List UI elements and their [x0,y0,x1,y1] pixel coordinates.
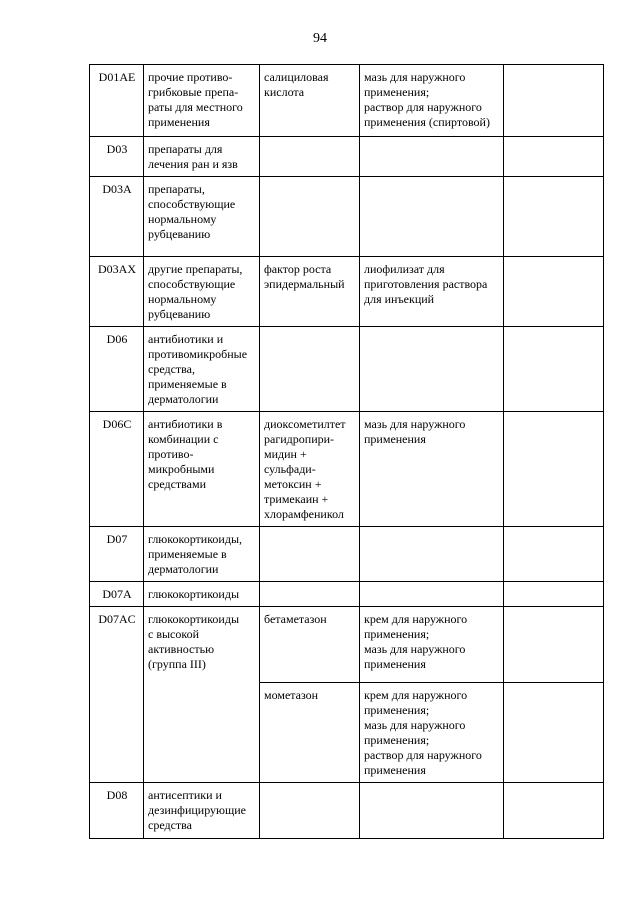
group-name-cell-line: (группа III) [148,657,206,671]
dosage-forms-cell [360,137,504,177]
table-row [90,582,604,607]
substance-name-cell-line: хлорамфеникол [264,507,344,521]
group-name-cell-line: дерматологии [148,392,219,406]
dosage-forms-cell [360,527,504,582]
group-name-cell-line: прочие противо- [148,70,233,84]
group-name-cell-line: с высокой [148,627,200,641]
empty-cell [504,177,604,257]
group-name-cell-line: дерматологии [148,562,219,576]
group-name-cell-line: глюкокортикоиды, [148,532,243,546]
dosage-forms-cell-line: применения; [364,627,430,641]
substance-name-cell-line: сульфади- [264,462,316,476]
substance-name-cell [260,412,360,527]
substance-name-cell-line: рагидропири- [264,432,335,446]
dosage-forms-cell-line: мазь для наружного [364,417,466,431]
dosage-forms-cell-line: раствор для наружного [364,100,482,114]
substance-name-cell-line: фактор роста [264,262,332,276]
atc-code-cell: D03A [90,177,144,257]
table-row [90,137,604,177]
substance-name-cell [260,65,360,137]
table-row [90,783,604,839]
group-name-cell [144,65,260,137]
group-name-cell-line: другие препараты, [148,262,243,276]
group-name-cell-line: применения [148,115,210,129]
group-name-cell-line: грибковые препа- [148,85,239,99]
empty-cell [504,582,604,607]
table-row [90,327,604,412]
group-name-cell-line: дезинфицирующие [148,803,246,817]
group-name-cell-line: нормальному [148,292,217,306]
dosage-forms-cell-line: применения; [364,733,430,747]
atc-code-cell: D01AE [90,65,144,137]
empty-cell [504,607,604,683]
substance-name-cell [260,683,360,783]
empty-cell [504,137,604,177]
group-name-cell-line: антисептики и [148,788,222,802]
table-row [90,177,604,257]
substance-name-cell-line: тримекаин + [264,492,329,506]
dosage-forms-cell-line: применения; [364,703,430,717]
table-row [90,65,604,137]
group-name-cell-line: препараты, [148,182,205,196]
drug-classification-table [89,64,604,839]
dosage-forms-cell [360,327,504,412]
group-name-cell [144,177,260,257]
group-name-cell-line: препараты для [148,142,223,156]
group-name-cell-line: нормальному [148,212,217,226]
group-name-cell-line: антибиотики в [148,417,223,431]
group-name-cell-line: рубцеванию [148,227,211,241]
substance-name-cell-line: бетаметазон [264,612,327,626]
group-name-cell [144,412,260,527]
empty-cell [504,683,604,783]
group-name-cell-line: лечения ран и язв [148,157,238,171]
group-name-cell-line: глюкокортикоиды [148,587,240,601]
atc-code-cell: D07 [90,527,144,582]
atc-code-cell: D07A [90,582,144,607]
group-name-cell-line: комбинации с [148,432,219,446]
dosage-forms-cell-line: раствор для наружного [364,748,482,762]
dosage-forms-cell-line: приготовления раствора [364,277,488,291]
group-name-cell-line: способствующие [148,277,236,291]
group-name-cell [144,327,260,412]
substance-name-cell-line: диоксометилтет [264,417,346,431]
dosage-forms-cell-line: крем для наружного [364,612,468,626]
dosage-forms-cell-line: мазь для наружного [364,718,466,732]
substance-name-cell [260,137,360,177]
group-name-cell-line: раты для местного [148,100,243,114]
substance-name-cell [260,582,360,607]
empty-cell [504,783,604,839]
substance-name-cell [260,327,360,412]
table-row [90,257,604,327]
group-name-cell [144,783,260,839]
dosage-forms-cell [360,607,504,683]
substance-name-cell [260,527,360,582]
group-name-cell [144,137,260,177]
dosage-forms-cell-line: мазь для наружного [364,70,466,84]
atc-code-cell: D06C [90,412,144,527]
group-name-cell-line: применяемые в [148,377,227,391]
substance-name-cell-line: эпидермальный [264,277,345,291]
dosage-forms-cell [360,683,504,783]
empty-cell [504,257,604,327]
dosage-forms-cell-line: применения (спиртовой) [364,115,490,129]
dosage-forms-cell-line: для инъекций [364,292,435,306]
group-name-cell-line: средства [148,818,193,832]
group-name-cell [144,582,260,607]
dosage-forms-cell [360,65,504,137]
group-name-cell-line: средства, [148,362,196,376]
group-name-cell-line: применяемые в [148,547,227,561]
table-row [90,607,604,683]
substance-name-cell-line: салициловая [264,70,329,84]
group-name-cell-line: рубцеванию [148,307,211,321]
substance-name-cell-line: метоксин + [264,477,322,491]
substance-name-cell [260,607,360,683]
substance-name-cell-line: кислота [264,85,305,99]
dosage-forms-cell [360,582,504,607]
group-name-cell-line: глюкокортикоиды [148,612,240,626]
group-name-cell-line: средствами [148,477,207,491]
substance-name-cell [260,257,360,327]
atc-code-cell: D03 [90,137,144,177]
group-name-cell-line: противомикробные [148,347,248,361]
group-name-cell-line: антибиотики и [148,332,224,346]
group-name-cell [144,257,260,327]
dosage-forms-cell-line: мазь для наружного [364,642,466,656]
dosage-forms-cell-line: применения [364,763,426,777]
dosage-forms-cell-line: применения; [364,85,430,99]
atc-code-cell: D07AC [90,607,144,783]
group-name-cell-line: способствующие [148,197,236,211]
atc-code-cell: D06 [90,327,144,412]
group-name-cell [144,607,260,783]
page-number: 94 [313,31,327,46]
substance-name-cell-line: мометазон [264,688,319,702]
dosage-forms-cell-line: лиофилизат для [364,262,445,276]
empty-cell [504,412,604,527]
empty-cell [504,65,604,137]
dosage-forms-cell-line: применения [364,432,426,446]
group-name-cell-line: активностью [148,642,215,656]
dosage-forms-cell-line: применения [364,657,426,671]
atc-code-cell: D08 [90,783,144,839]
empty-cell [504,327,604,412]
group-name-cell-line: противо- [148,447,194,461]
substance-name-cell [260,177,360,257]
dosage-forms-cell [360,177,504,257]
empty-cell [504,527,604,582]
dosage-forms-cell [360,257,504,327]
dosage-forms-cell [360,412,504,527]
dosage-forms-cell-line: крем для наружного [364,688,468,702]
substance-name-cell [260,783,360,839]
group-name-cell-line: микробными [148,462,215,476]
atc-code-cell: D03AX [90,257,144,327]
substance-name-cell-line: мидин + [264,447,307,461]
table-row [90,527,604,582]
dosage-forms-cell [360,783,504,839]
table-row [90,412,604,527]
group-name-cell [144,527,260,582]
